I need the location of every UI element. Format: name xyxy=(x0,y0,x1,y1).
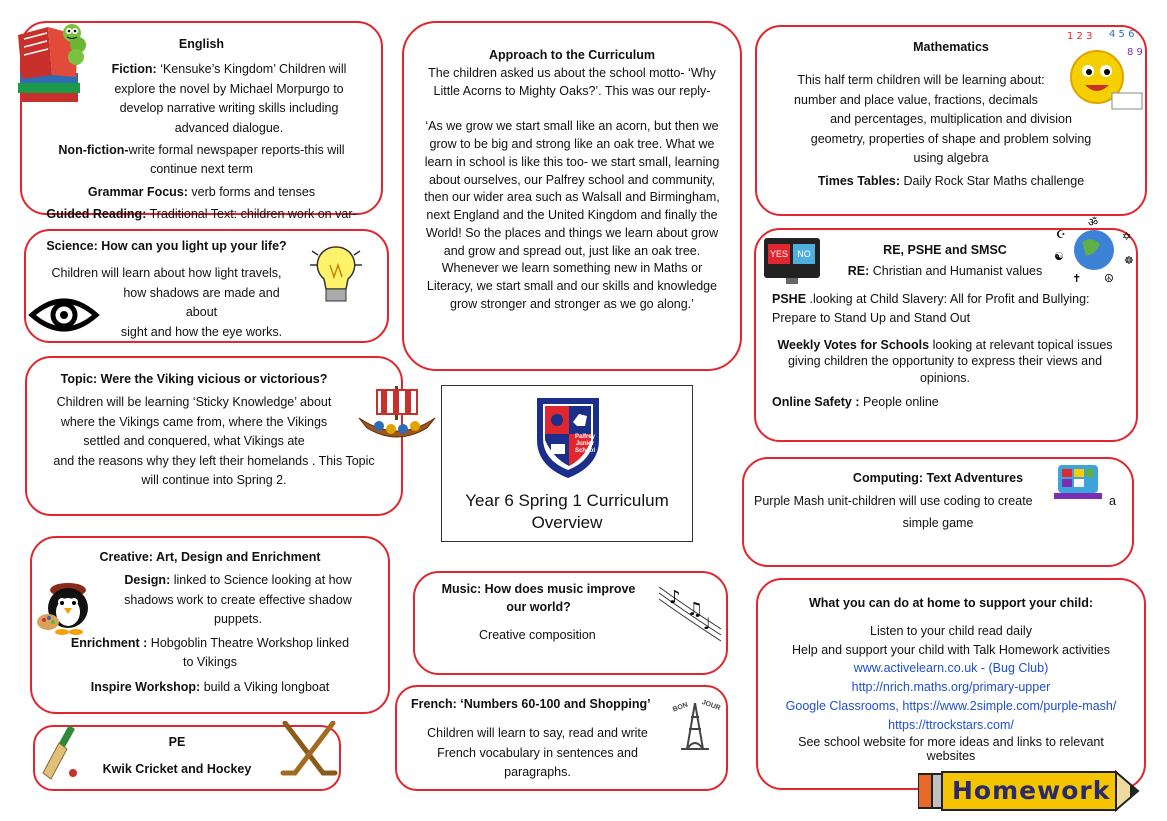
approach-title: Approach to the Curriculum xyxy=(489,48,655,62)
jour-label: JOUR xyxy=(700,698,722,713)
maths-panel xyxy=(755,25,1147,216)
pshe-text: PSHE .looking at Child Slavery: All for Profit and Bullying: Prepare to Stand Up and Stand Out xyxy=(772,291,1090,326)
maths-line: geometry, properties of shape and problem solving using algebra xyxy=(810,131,1092,165)
page-title: Year 6 Spring 1 Curriculum Overview xyxy=(465,491,669,533)
pe-panel xyxy=(33,725,341,791)
hockey-sticks-icon xyxy=(279,721,339,785)
approach-quote: ‘As we grow we start small like an acorn, but then we grow to be big and strong like an oak tree. What we learn in school is like this too- we start small, learning about ourselves, our Palfrey school and community, then our wider area such as Walsall and Birmingham, next England and the United Kingdom and finally the World! So the places and things we learn about grow and grow and spread out, just like an oak tree. xyxy=(424,119,720,258)
science-line: how shadows are made and about xyxy=(123,285,280,320)
creative-panel xyxy=(30,536,390,714)
svg-text:♩: ♩ xyxy=(703,614,711,633)
svg-text:♫: ♫ xyxy=(687,599,704,620)
svg-text:8 9: 8 9 xyxy=(1127,47,1143,58)
home-line: See school website for more ideas and links to relevant websites xyxy=(798,735,1104,763)
approach-panel xyxy=(402,21,742,371)
science-title: Science: How can you light up your life? xyxy=(46,239,287,253)
home-line: Help and support your child with Talk Homework activities xyxy=(792,642,1110,657)
maths-tables: Times Tables: Daily Rock Star Maths challenge xyxy=(817,174,1085,189)
music-title: Music: How does music improve our world? xyxy=(441,582,636,614)
music-panel xyxy=(413,571,728,675)
english-panel xyxy=(20,21,383,221)
re-title: RE, PSHE and SMSC xyxy=(883,243,1007,257)
science-panel xyxy=(24,229,389,343)
topic-text: Children will be learning ‘Sticky Knowledge’ about where the Vikings came from, where the Vikings settled and conquered, what Vikings ate xyxy=(56,395,332,449)
computing-panel xyxy=(742,457,1134,567)
music-text: Creative composition xyxy=(479,628,596,642)
english-title: English xyxy=(178,37,225,51)
science-line: sight and how the eye works. xyxy=(120,324,283,339)
creative-title: Creative: Art, Design and Enrichment xyxy=(99,550,321,564)
enrichment-text: Enrichment : Hobgoblin Theatre Workshop linked to Vikings xyxy=(70,635,350,669)
title-card xyxy=(441,385,693,542)
ttrockstars-link[interactable]: https://ttrockstars.com/ xyxy=(888,717,1014,732)
activelearn-link[interactable]: www.activelearn.co.uk - (Bug Club) xyxy=(853,661,1049,676)
home-support-panel xyxy=(756,578,1146,790)
inspire-text: Inspire Workshop: build a Viking longboat xyxy=(90,680,330,695)
eiffel-tower-icon xyxy=(667,689,723,755)
svg-text:☮: ☮ xyxy=(1104,272,1114,285)
eye-icon xyxy=(28,293,100,337)
french-text: Children will learn to say, read and write French vocabulary in sentences and paragraphs. xyxy=(427,726,648,780)
topic-panel xyxy=(25,356,403,516)
french-panel xyxy=(395,685,728,791)
science-line: Children will learn about how light travels, xyxy=(51,266,282,281)
approach-intro: The children asked us about the school motto- ‘Why Little Acorns to Mighty Oaks?’. This was our reply- xyxy=(428,65,716,98)
votes-text: Weekly Votes for Schools looking at relevant topical issues giving children the opportunity to express their views and opinions. xyxy=(777,337,1113,386)
maths-title: Mathematics xyxy=(913,40,989,54)
nrich-link[interactable]: http://nrich.maths.org/primary-upper xyxy=(851,680,1051,694)
english-grammar: Grammar Focus: verb forms and tenses xyxy=(87,184,316,199)
maths-line: and percentages, multiplication and division xyxy=(830,112,1072,127)
online-safety-text: Online Safety : People online xyxy=(772,395,939,410)
approach-quote-end: Whenever we learn something new in Maths or Literacy, we start small and our skills and knowledge grow stronger and stronger as we go along.’ xyxy=(426,261,718,311)
svg-text:♪: ♪ xyxy=(669,587,681,608)
computing-title: Computing: Text Adventures xyxy=(852,471,1024,485)
pe-text: Kwik Cricket and Hockey xyxy=(102,762,252,777)
yes-no-monitor: YES NO xyxy=(764,238,820,278)
topic-text-end: and the reasons why they left their homelands . This Topic will continue into Spring 2. xyxy=(53,453,375,487)
svg-text:4 5 6: 4 5 6 xyxy=(1109,29,1135,40)
svg-text:☯: ☯ xyxy=(1054,250,1064,263)
purple-mash-link[interactable]: Google Classrooms, https://www.2simple.com/purple-mash/ xyxy=(785,698,1117,713)
viking-ship-icon xyxy=(357,382,437,446)
french-title: French: ‘Numbers 60-100 and Shopping’ xyxy=(411,697,651,711)
pe-title: PE xyxy=(168,735,186,749)
english-reading: Guided Reading: Traditional Text: children work on var- xyxy=(46,207,357,221)
topic-title: Topic: Were the Viking vicious or victorious? xyxy=(60,372,328,386)
homework-label: Homework xyxy=(952,776,1111,805)
bon-label: BON xyxy=(671,701,689,714)
cricket-bat-icon xyxy=(39,723,81,785)
svg-text:✝: ✝ xyxy=(1072,272,1082,285)
homework-banner xyxy=(918,768,1144,814)
design-text: Design: linked to Science looking at how shadows work to create effective shadow puppets. xyxy=(124,573,352,627)
svg-text:1 2 3: 1 2 3 xyxy=(1067,31,1093,42)
re-values: RE: Christian and Humanist values xyxy=(847,264,1043,279)
english-fiction: Fiction: ‘Kensuke’s Kingdom’ Children will explore the novel by Michael Morpurgo to develop narrative writing skills including advanced dialogue. xyxy=(111,62,347,135)
re-pshe-panel xyxy=(754,216,1138,442)
english-nonfiction: Non-fiction-write formal newspaper reports-this will continue next term xyxy=(58,142,345,177)
svg-text:✡: ✡ xyxy=(1122,230,1132,243)
home-line: Listen to your child read daily xyxy=(870,623,1032,638)
light-bulb-icon xyxy=(308,241,364,313)
svg-text:☪: ☪ xyxy=(1056,228,1066,241)
computing-text: Purple Mash unit-children will use coding to create a xyxy=(754,494,1116,509)
svg-text:☸: ☸ xyxy=(1124,254,1134,267)
maths-line: number and place value, fractions, decimals xyxy=(794,92,1038,107)
music-notes-icon xyxy=(657,577,723,643)
home-title: What you can do at home to support your child: xyxy=(808,596,1094,610)
school-name: Palfrey Junior School xyxy=(574,434,595,455)
svg-text:ॐ: ॐ xyxy=(1088,216,1099,229)
computing-text-end: simple game xyxy=(902,515,974,530)
maths-line: This half term children will be learning about: xyxy=(797,73,1045,88)
